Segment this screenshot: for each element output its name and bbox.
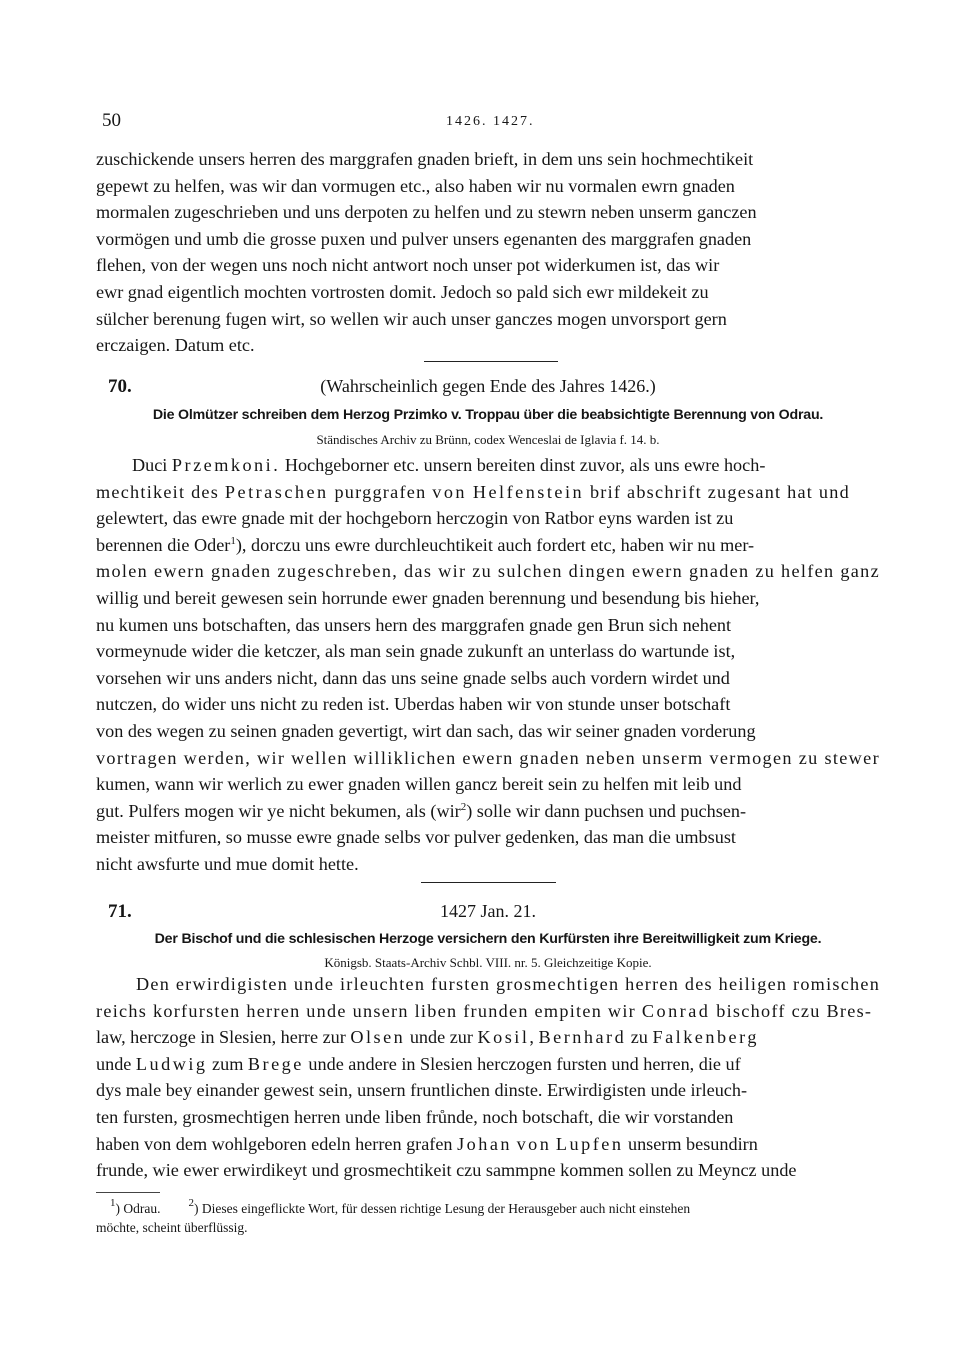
text-line: sülcher berenung fugen wirt, so wellen wir auch unser ganczes mogen unvorsport gern — [96, 308, 727, 329]
footnote-ref: 2 — [460, 800, 467, 813]
person-name: Petraschen — [224, 481, 329, 502]
footnote-line: $^1$) Odrau. $^2$) Dieses eingeflickte Wort, für dessen richtige Lesung der Herausgeber auch nicht einstehen — [110, 1197, 691, 1216]
text-line: ten fursten, grosmechtigen herren unde liben frůnde, noch botschaft, die wir vorstanden — [96, 1106, 734, 1127]
person-name: Ludwig — [135, 1053, 208, 1074]
place-name: Lupfen — [555, 1133, 624, 1154]
text-line: haben von dem wohlgeboren edeln herren grafen Johan von Lupfen unserm besundirn — [96, 1133, 758, 1154]
text-line: erczaigen. Datum etc. — [96, 335, 255, 356]
entry-summary: Der Bischof und die schlesischen Herzoge versichern den Kurfürsten ihre Bereitwilligkeit zum Kriege. — [154, 931, 822, 947]
text-line: dys male bey einander gewest sein, unsern fruntlichen dinste. Erwirdigisten unde irleuch- — [96, 1080, 748, 1101]
entry-71-text — [96, 971, 880, 1184]
text-line: nicht awsfurte und mue domit hette. — [96, 853, 359, 874]
text-line: willig und bereit gewesen sein horrunde ewer gnaden berennung und besendung bis hieher, — [96, 587, 760, 608]
footnote-marker: 1 — [110, 1197, 116, 1209]
text-line: gelewtert, das ewre gnade mit der hochgeborn herczogin von Ratbor eyns warden ist zu — [96, 508, 734, 529]
place-name: Helfenstein — [472, 481, 585, 502]
text-line: vorsehen wir uns anders nicht, dann das uns seine gnade selbs auch vordern wirdet und — [96, 667, 730, 688]
footnote-line: möchte, scheint überflüssig. — [96, 1220, 248, 1235]
text-line: berennen die Oder$^1$), dorczu uns ewre durchleuchtikeit auch fordert etc, haben wir nu mer- — [96, 534, 755, 555]
page-number: 50 — [102, 110, 121, 131]
place-name: Kosil — [477, 1027, 530, 1048]
text-line: ewr gnad eigentlich mochten vortrosten domit. Jedoch so pald sich ewr mildekeit zu — [96, 281, 709, 302]
person-name: Bernhard — [538, 1027, 627, 1048]
text-line: flehen, von der wegen uns noch nicht antwort noch unser pot widerkumen ist, das wir — [96, 255, 720, 276]
footnote-ref: 1 — [230, 534, 236, 547]
place-name: Brege — [247, 1053, 304, 1074]
section-divider — [421, 882, 556, 883]
footnotes — [96, 1199, 880, 1237]
entry-date: (Wahrscheinlich gegen Ende des Jahres 1426.) — [320, 376, 656, 396]
section-divider — [424, 361, 558, 362]
text-line: frunde, wie ewer erwirdikeyt und grosmechtikeit czu sammpne kommen sollen zu Meyncz unde — [96, 1160, 797, 1181]
text-line: gut. Pulfers mogen wir ye nicht bekumen, als (wir$^2$) solle wir dann puchsen und puchsen- — [96, 800, 747, 821]
text-line: gepewt zu helfen, was wir dan vormugen etc., also haben wir nu vormalen ewrn gnaden — [96, 175, 735, 196]
entry-summary: Die Olmützer schreiben dem Herzog Przimko v. Troppau über die beabsichtigte Berennung von Odrau. — [152, 407, 824, 423]
entry-source: Königsb. Staats-Archiv Schbl. VIII. nr. 5. Gleichzeitige Kopie. — [324, 955, 652, 970]
place-name: Falkenberg — [652, 1027, 759, 1048]
entry-date: 1427 Jan. 21. — [440, 901, 536, 921]
text-line: vormögen und umb die grosse puxen und pulver unsers egenanten des marggrafen gnaden — [96, 228, 752, 249]
text-line: molen ewern gnaden zugeschreben, das wir zu sulchen dingen ewern gnaden zu helfen ganz — [96, 561, 881, 582]
page-header — [96, 110, 880, 136]
text-line: vortragen werden, wir wellen williklichen ewern gnaden neben unserm vermogen zu stewer — [96, 747, 880, 768]
text-line: mormalen zugeschrieben und uns derpoten zu helfen und zu stewrn neben unserm ganczen — [96, 202, 757, 223]
text-line: kumen, wann wir werlich zu ewer gnaden willen gancz bereit sein zu helfen mit leib und — [96, 774, 742, 795]
entry-source: Ständisches Archiv zu Brünn, codex Wenceslai de Iglavia f. 14. b. — [316, 432, 660, 447]
text-line: law, herczoge in Slesien, herre zur Olsen unde zur Kosil, Bernhard zu Falkenberg — [96, 1027, 759, 1048]
entry-number: 70. — [108, 376, 132, 397]
text-line: meister mitfuren, so musse ewre gnade selbs vor pulver gedenken, das man die umbsust — [96, 827, 736, 848]
running-head-years: 1426. 1427. — [446, 114, 535, 129]
entry-70-heading — [96, 376, 880, 402]
text-line: von des wegen zu seinen gnaden gevertigt, wirt dan sach, das wir seiner gnaden vorderung — [96, 720, 756, 741]
text-line: Den erwirdigisten unde irleuchten fursten grosmechtigen herren des heiligen romischen — [136, 974, 881, 994]
person-name: Przemkoni. — [171, 455, 281, 475]
person-name: Johan — [457, 1133, 513, 1154]
entry-70-text — [96, 452, 880, 878]
text-line: nutczen, do wider uns nicht zu reden ist. Uberdas haben wir von stunde unser botschaft — [96, 694, 731, 715]
text-line: Duci Przemkoni. Hochgeborner etc. unsern bereiten dinst zuvor, als uns ewre hoch- — [132, 455, 766, 475]
footnote-marker: 2 — [188, 1197, 194, 1209]
entry-71-heading — [96, 901, 880, 927]
text-line: mechtikeit des Petraschen purggrafen von Helfenstein brif abschrift zugesant hat und — [96, 481, 850, 502]
text-line: nu kumen uns botschaften, das unsers hern des marggrafen gnade gen Brun sich nehent — [96, 614, 732, 635]
text-line: reichs korfursten herren unde unsern liben frunden empiten wir Conrad bischoff czu Bres- — [96, 1000, 873, 1021]
place-name: Olsen — [350, 1027, 406, 1048]
entry-number: 71. — [108, 901, 132, 922]
footnote-divider — [96, 1192, 160, 1193]
person-name: Conrad — [641, 1000, 711, 1021]
continuation-text — [96, 146, 880, 359]
text-line: zuschickende unsers herren des marggrafen gnaden brieft, in dem uns sein hochmechtikeit — [96, 149, 754, 169]
text-line: unde Ludwig zum Brege unde andere in Slesien herczogen fursten und herren, die uf — [96, 1053, 741, 1074]
text-line: vormeynude wider die ketczer, als man sein gnade zukunft an unterlass do wartunde ist, — [96, 641, 736, 662]
